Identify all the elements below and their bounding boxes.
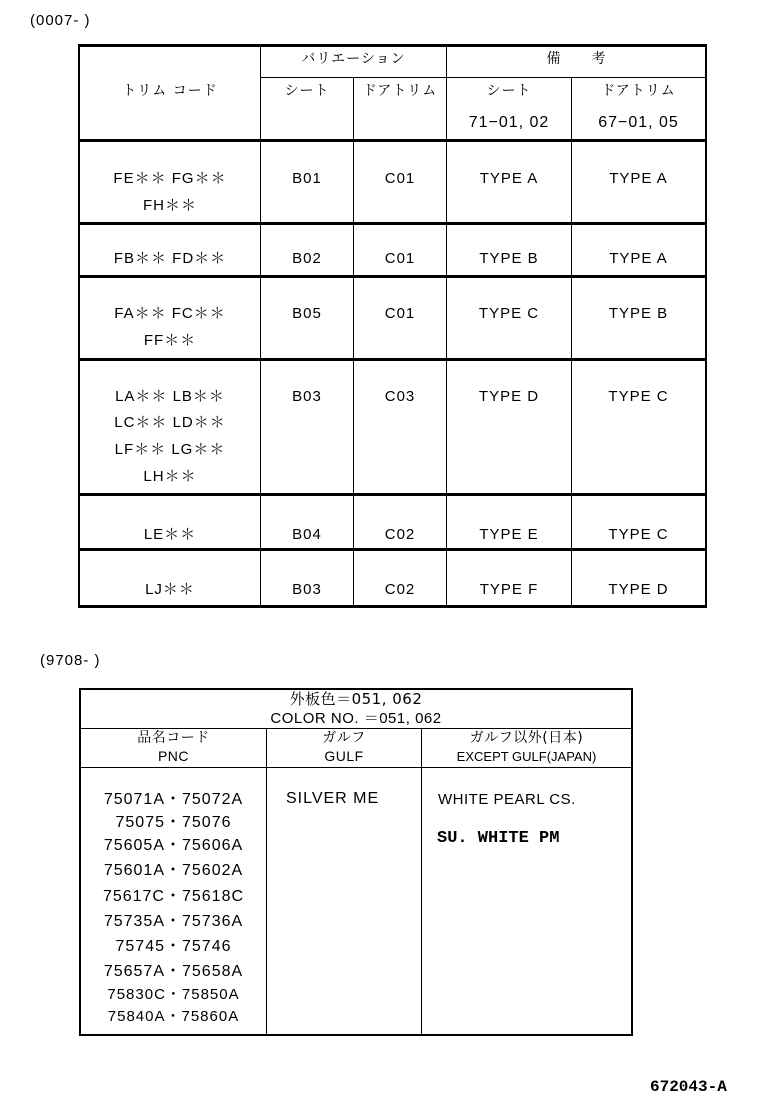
seat-variation: B03	[292, 388, 322, 405]
trim-code: LH＊＊	[143, 468, 197, 485]
remark-seat: TYPE B	[479, 250, 539, 267]
trim-code: LC＊＊ LD＊＊	[114, 414, 226, 431]
remark-door-trim: TYPE C	[608, 526, 669, 543]
header-remarks-seat: シート	[486, 83, 532, 99]
seat-variation: B01	[292, 170, 322, 187]
header-pnc-en: PNC	[157, 748, 190, 764]
color-title-en: COLOR NO. ＝051, 062	[270, 710, 442, 727]
remark-door-trim: TYPE D	[608, 581, 669, 598]
trim-code: LA＊＊ LB＊＊	[115, 388, 225, 405]
header-remarks-seat-code: 71−01, 02	[468, 114, 550, 131]
trim-code: FE＊＊ FG＊＊	[113, 170, 227, 187]
except-gulf-color-value: WHITE PEARL CS.	[438, 791, 576, 808]
list-item: 75745・75746	[115, 938, 232, 956]
list-item: 75075・75076	[115, 814, 232, 832]
header-remarks: 備 考	[546, 51, 607, 67]
except-gulf-color-value: SU. WHITE PM	[437, 829, 560, 848]
trim-code: LF＊＊ LG＊＊	[114, 441, 226, 458]
door-trim-variation: C02	[384, 581, 416, 598]
gulf-color-value: SILVER ME	[286, 790, 380, 807]
remark-seat: TYPE C	[478, 305, 540, 322]
pnc-list	[81, 787, 266, 1028]
header-except-gulf-en: EXCEPT GULF(JAPAN)	[456, 749, 597, 764]
door-trim-variation: C02	[384, 526, 416, 543]
remark-door-trim: TYPE C	[608, 388, 669, 405]
section2-date-range: (9708- )	[40, 652, 101, 669]
door-trim-variation: C01	[384, 250, 416, 267]
list-item: 75601A・75602A	[103, 862, 244, 880]
remark-seat: TYPE F	[479, 581, 539, 598]
trim-code: LJ＊＊	[145, 581, 195, 598]
header-variation-door-trim: ドアトリム	[362, 83, 438, 99]
seat-variation: B04	[292, 526, 322, 543]
list-item: 75830C・75850A	[107, 986, 240, 1004]
door-trim-variation: C01	[384, 305, 416, 322]
remark-seat: TYPE D	[478, 388, 540, 405]
seat-variation: B02	[292, 250, 322, 267]
door-trim-variation: C03	[384, 388, 416, 405]
color-title-jp: 外板色＝051, 062	[289, 690, 423, 708]
list-item: 75840A・75860A	[107, 1008, 240, 1026]
remark-seat: TYPE A	[479, 170, 539, 187]
remark-door-trim: TYPE A	[609, 170, 668, 187]
remark-seat: TYPE E	[479, 526, 539, 543]
header-remarks-door-trim: ドアトリム	[601, 83, 676, 99]
remark-door-trim: TYPE A	[609, 250, 668, 267]
list-item: 75071A・75072A	[103, 791, 244, 808]
remark-door-trim: TYPE B	[608, 305, 669, 322]
trim-code: FF＊＊	[143, 332, 197, 349]
header-trim-code: トリム コード	[122, 83, 218, 99]
header-gulf-jp: ガルフ	[322, 730, 366, 746]
header-gulf-en: GULF	[324, 748, 364, 764]
header-variation-seat: シート	[284, 83, 330, 99]
list-item: 75735A・75736A	[103, 912, 244, 930]
seat-variation: B03	[292, 581, 322, 598]
list-item: 75605A・75606A	[103, 837, 244, 855]
list-item: 75657A・75658A	[103, 963, 244, 981]
figure-id: 672043-A	[650, 1078, 727, 1096]
seat-variation: B05	[292, 305, 322, 322]
header-pnc-jp: 品名コード	[137, 730, 210, 746]
header-remarks-door-code: 67−01, 05	[598, 114, 679, 131]
trim-code: FA＊＊ FC＊＊	[114, 305, 226, 322]
header-variation: バリエーション	[301, 51, 406, 67]
section1-date-range: (0007- )	[30, 12, 91, 29]
trim-code: FH＊＊	[143, 197, 197, 214]
door-trim-variation: C01	[384, 170, 416, 187]
list-item: 75617C・75618C	[102, 887, 245, 905]
header-except-gulf-jp: ガルフ以外(日本)	[469, 730, 584, 746]
trim-code: LE＊＊	[143, 526, 197, 543]
trim-code: FB＊＊ FD＊＊	[113, 250, 227, 267]
